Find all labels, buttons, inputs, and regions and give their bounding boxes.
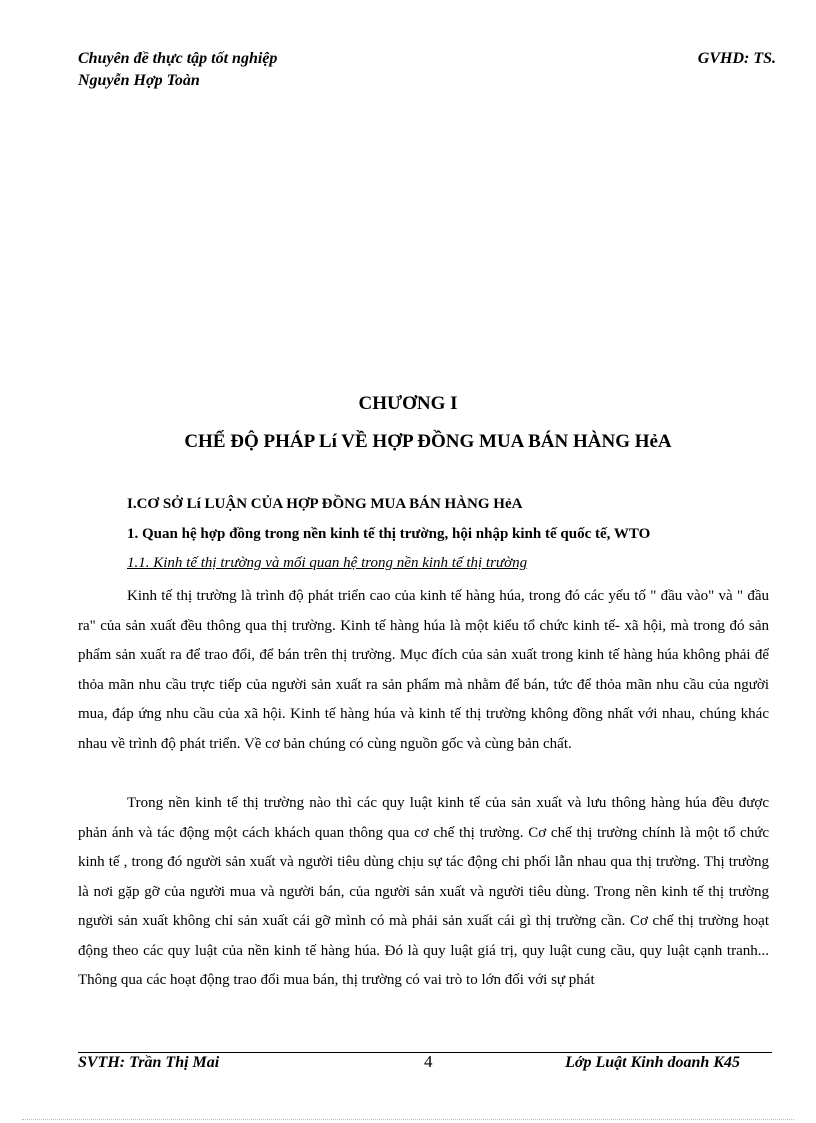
footer-class: Lớp Luật Kinh doanh K45 <box>565 1054 740 1071</box>
header-supervisor-name: Nguyễn Hợp Toàn <box>78 72 200 89</box>
page-header <box>78 48 776 94</box>
header-topic: Chuyên đề thực tập tốt nghiệp <box>78 50 278 67</box>
chapter-title: CHẾ ĐỘ PHÁP Lí VỀ HỢP ĐỒNG MUA BÁN HÀNG HẻA <box>184 431 672 452</box>
chapter-number: CHƯƠNG I <box>358 393 458 414</box>
footer-student: SVTH: Trần Thị Mai <box>78 1054 220 1071</box>
paragraph-1: Kinh tế thị trường là trình độ phát triển cao của kinh tế hàng húa, trong đó các yếu tố " đầu vào" và " đầu ra" của sản xuất đều thông qua thị trường. Kinh tế hàng húa là một kiểu tổ chức kinh tế- xã hội, mà trong đó sản phẩm sản xuất ra để trao đổi, để bán trên thị trường. Mục đích của sản xuất trong kinh tế hàng húa không phải để thỏa mãn nhu cầu trực tiếp của người sản xuất ra sản phẩm mà nhằm để bán, tức để thỏa mãn nhu cầu của người mua, đáp ứng nhu cầu của xã hội. Kinh tế hàng húa và kinh tế thị trường không đồng nhất với nhau, chúng khác nhau về trình độ phát triển. Về cơ bản chúng có cùng nguồn gốc và cùng bản chất. <box>78 588 769 752</box>
page-footer <box>78 1054 772 1078</box>
page-number: 4 <box>424 1052 433 1071</box>
page-bottom-border <box>22 1119 794 1120</box>
section-heading-3: 1.1. Kinh tế thị trường và mối quan hệ trong nền kinh tế thị trường <box>127 555 528 571</box>
section-heading-2: 1. Quan hệ hợp đồng trong nền kinh tế thị trường, hội nhập kinh tế quốc tế, WTO <box>127 526 651 542</box>
header-left <box>78 48 277 92</box>
paragraph-2: Trong nền kinh tế thị trường nào thì các quy luật kinh tế của sản xuất và lưu thông hàng húa đều được phản ánh và tác động một cách khách quan thông qua cơ chế thị trường. Cơ chế thị trường chính là một tổ chức kinh tế , trong đó người sản xuất và người tiêu dùng chịu sự tác động chi phối lẫn nhau qua thị trường. Thị trường là nơi gặp gỡ của người mua và người bán, của người sản xuất và người tiêu dùng. Trong nền kinh tế thị trường người sản xuất không chỉ sản xuất cái gỡ mình có mà phải sản xuất cái gì thị trường cần. Cơ chế thị trường hoạt động theo các quy luật của nền kinh tế hàng húa. Đó là quy luật giá trị, quy luật cung cầu, quy luật cạnh tranh... Thông qua các hoạt động trao đổi mua bán, thị trường có vai trò to lớn đối với sự phát <box>78 795 769 988</box>
header-supervisor-label: GVHD: TS. <box>697 50 776 67</box>
section-heading-1: I.CƠ SỞ Lí LUẬN CỦA HỢP ĐỒNG MUA BÁN HÀNG HẻA <box>127 496 523 512</box>
